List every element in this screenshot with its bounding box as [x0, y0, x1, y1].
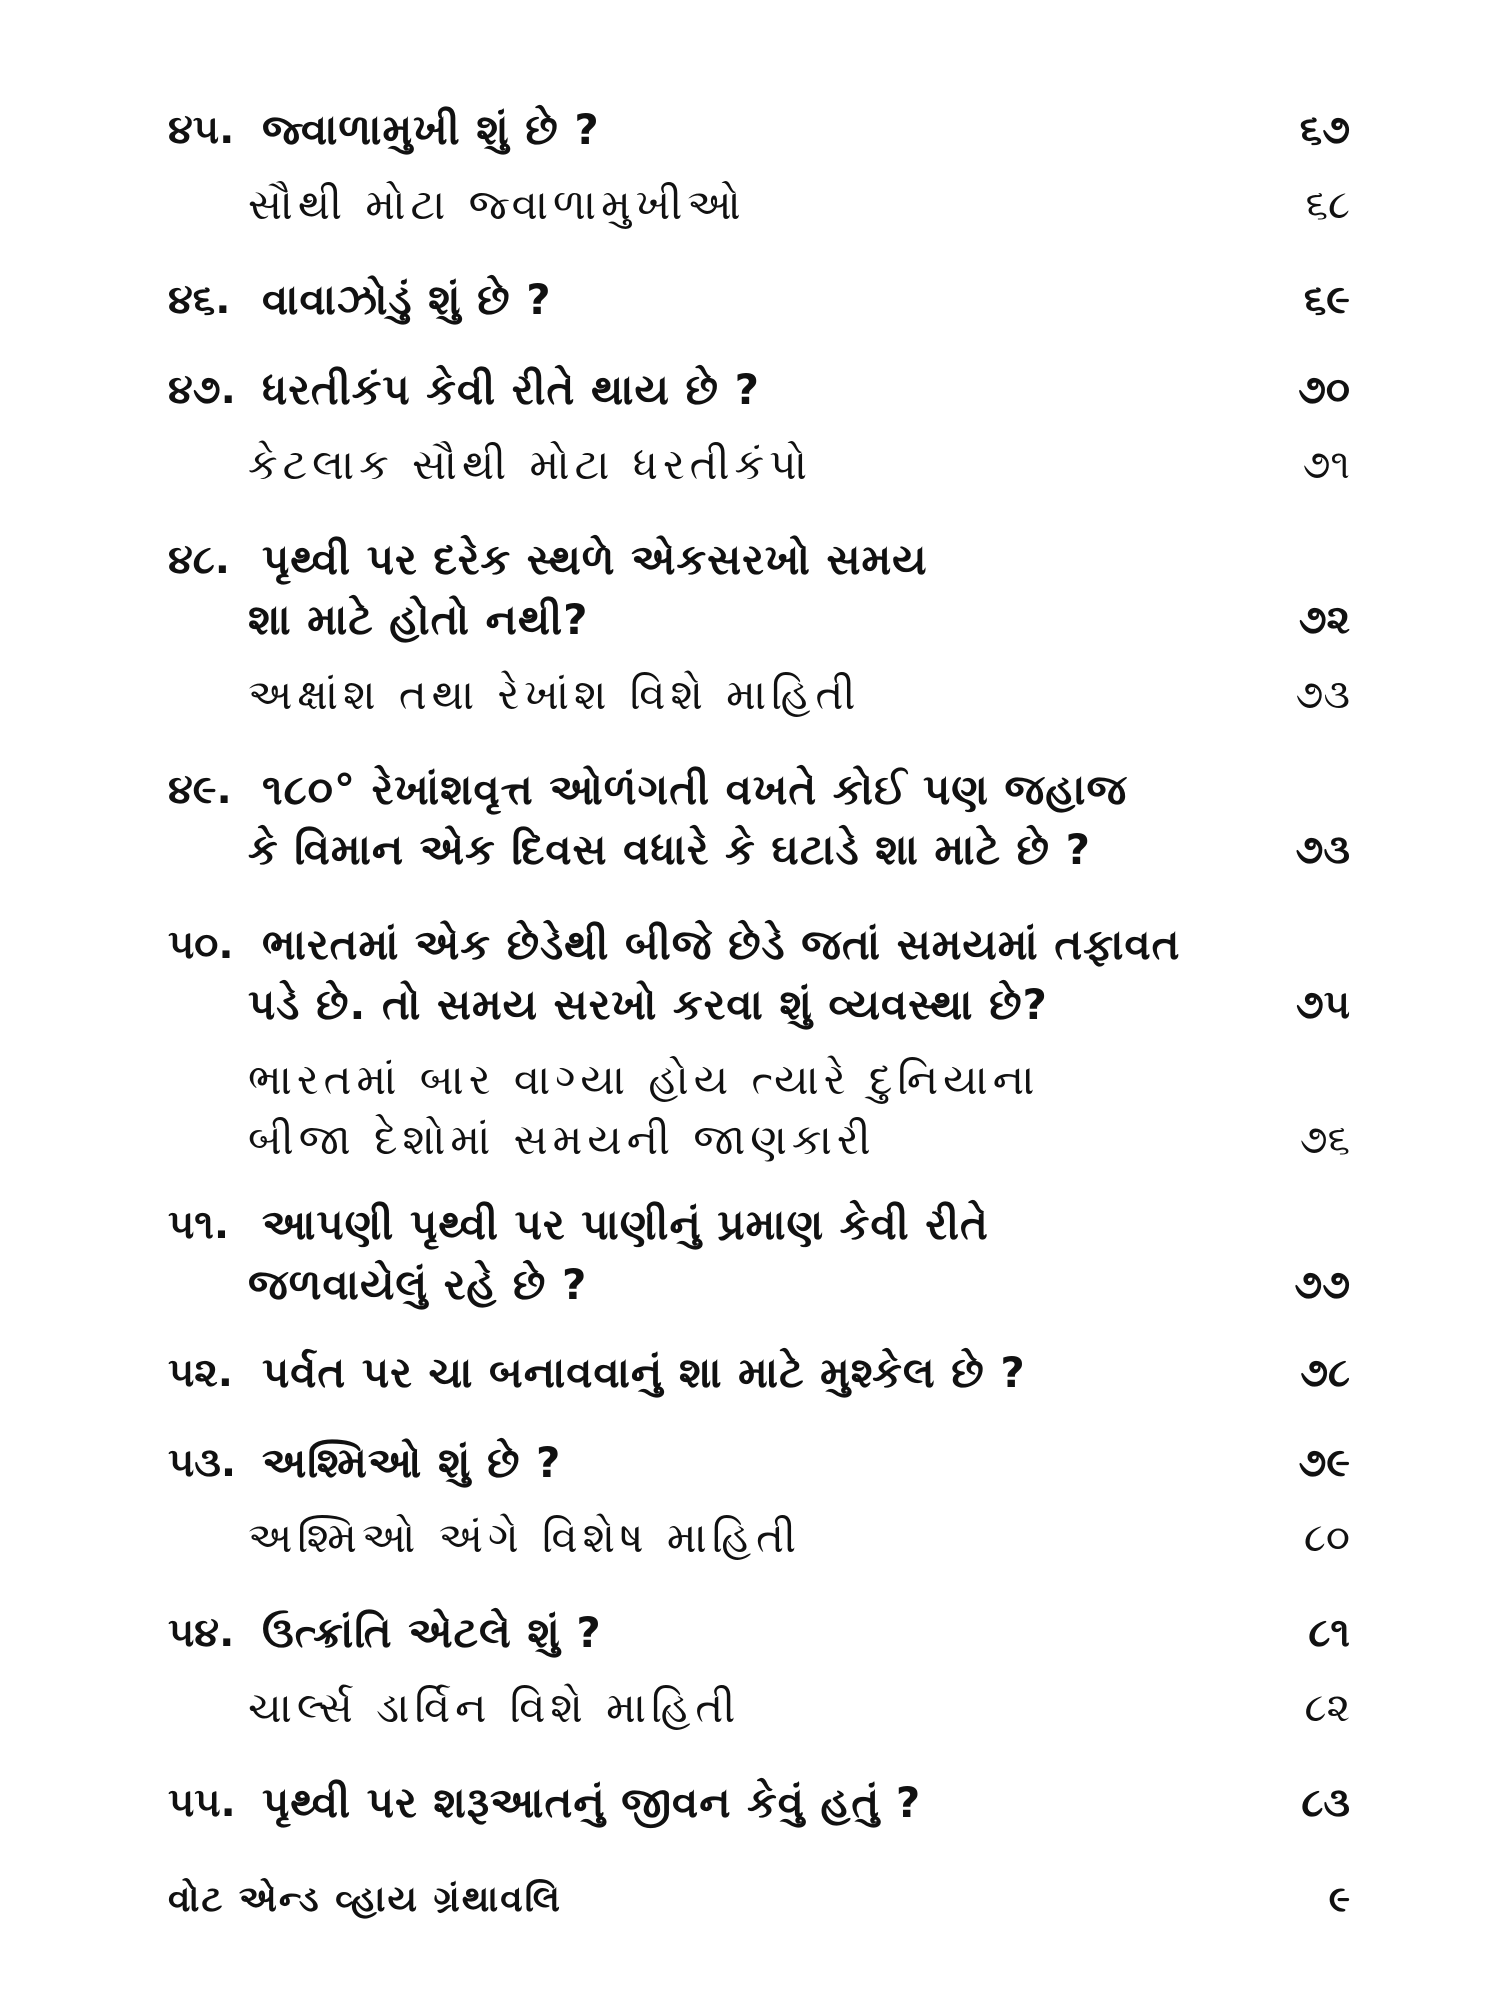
toc-entry-53	[0, 1428, 1500, 1498]
entry-title: પર્વત પર ચા બનાવવાનું શા માટે મુશ્કેલ છે ?	[262, 1348, 1026, 1397]
entry-page: ૮૧	[1308, 1610, 1350, 1656]
entry-title: ધરતીકંપ કેવી રીતે થાય છે ?	[262, 365, 760, 414]
entry-page: ૭૫	[1295, 982, 1350, 1028]
entry-title: અશ્મિઓ શું છે ?	[262, 1438, 562, 1487]
entry-title: વાવાઝોડું શું છે ?	[262, 275, 552, 324]
entry-number: ૫૩.	[168, 1440, 237, 1486]
entry-number: ૪૬.	[168, 277, 231, 323]
toc-entry-46	[0, 265, 1500, 335]
entry-title: ભારતમાં એક છેડેથી બીજે છેડે જતાં સમયમાં તફાવત	[262, 920, 1181, 969]
entry-page: ૭૯	[1298, 1440, 1350, 1486]
entry-page: ૭૮	[1300, 1350, 1350, 1396]
entry-number: ૪૯.	[168, 767, 232, 813]
subentry-page: ૭૩	[1295, 672, 1350, 718]
entry-page: ૮૩	[1301, 1780, 1350, 1826]
toc-entry-55	[0, 1768, 1500, 1838]
toc-entry-continuation	[0, 815, 1500, 885]
entry-number: ૪૭.	[168, 367, 236, 413]
subentry-title-continued: બીજા દેશોમાં સમયની જાણકારી	[248, 1115, 876, 1164]
toc-entry-47	[0, 355, 1500, 425]
toc-subentry	[0, 170, 1500, 240]
entry-number: ૫૫.	[168, 1780, 236, 1826]
entry-page: ૭૨	[1298, 597, 1350, 643]
entry-title-continued: જળવાયેલું રહે છે ?	[248, 1260, 588, 1309]
toc-entry-continuation	[0, 585, 1500, 655]
entry-page: ૭૭	[1294, 1262, 1350, 1308]
entry-page: ૬૯	[1303, 277, 1350, 323]
toc-entry-45	[0, 95, 1500, 165]
entry-title-continued: શા માટે હોતો નથી?	[248, 595, 589, 644]
toc-entry-continuation	[0, 1250, 1500, 1320]
toc-subentry	[0, 1503, 1500, 1573]
subentry-page: ૭૧	[1302, 442, 1350, 488]
subentry-title: અક્ષાંશ તથા રેખાંશ વિશે માહિતી	[248, 670, 861, 719]
entry-page: ૭૦	[1298, 367, 1350, 413]
subentry-title: ચાર્લ્સ ડાર્વિન વિશે માહિતી	[248, 1683, 741, 1732]
subentry-page: ૮૨	[1304, 1685, 1350, 1731]
subentry-title: અશ્મિઓ અંગે વિશેષ માહિતી	[248, 1513, 802, 1562]
entry-page: ૬૭	[1299, 107, 1350, 153]
toc-entry-continuation	[0, 970, 1500, 1040]
subentry-title: ભારતમાં બાર વાગ્યા હોય ત્યારે દુનિયાના	[248, 1055, 1040, 1104]
entry-title: આપણી પૃથ્વી પર પાણીનું પ્રમાણ કેવી રીતે	[262, 1200, 989, 1249]
entry-number: ૪૮.	[168, 537, 230, 583]
entry-number: ૫૦.	[168, 922, 234, 968]
entry-number: ૪૫.	[168, 107, 235, 153]
entry-number: ૫૨.	[168, 1350, 233, 1396]
subentry-title: સૌથી મોટા જ્વાળામુખીઓ	[248, 180, 746, 229]
entry-page: ૭૩	[1295, 827, 1350, 873]
page-number: ૯	[1328, 1879, 1350, 1920]
entry-number: ૫૪.	[168, 1610, 235, 1656]
toc-entry-52	[0, 1338, 1500, 1408]
toc-subentry	[0, 660, 1500, 730]
subentry-page: ૭૬	[1299, 1117, 1350, 1163]
toc-entry-54	[0, 1598, 1500, 1668]
entry-title-continued: પડે છે. તો સમય સરખો કરવા શું વ્યવસ્થા છે?	[248, 980, 1048, 1029]
entry-title: પૃથ્વી પર શરૂઆતનું જીવન કેવું હતું ?	[262, 1778, 922, 1827]
subentry-page: ૮૦	[1303, 1515, 1350, 1561]
subentry-page: ૬૮	[1305, 182, 1350, 228]
toc-subentry	[0, 1105, 1500, 1175]
toc-subentry	[0, 430, 1500, 500]
entry-number: ૫૧.	[168, 1202, 230, 1248]
entry-title: જ્વાળામુખી શું છે ?	[262, 105, 600, 154]
toc-subentry	[0, 1673, 1500, 1743]
entry-title-continued: કે વિમાન એક દિવસ વધારે કે ઘટાડે શા માટે છે ?	[248, 825, 1092, 874]
entry-title: ઉત્ક્રાંતિ એટલે શું ?	[262, 1608, 602, 1657]
subentry-title: કેટલાક સૌથી મોટા ધરતીકંપો	[248, 440, 812, 489]
series-title: વોટ એન્ડ વ્હાય ગ્રંથાવલિ	[168, 1879, 562, 1920]
entry-title: ૧૮૦° રેખાંશવૃત્ત ઓળંગતી વખતે કોઈ પણ જહાજ	[262, 765, 1128, 814]
entry-title: પૃથ્વી પર દરેક સ્થળે એકસરખો સમય	[262, 535, 928, 584]
